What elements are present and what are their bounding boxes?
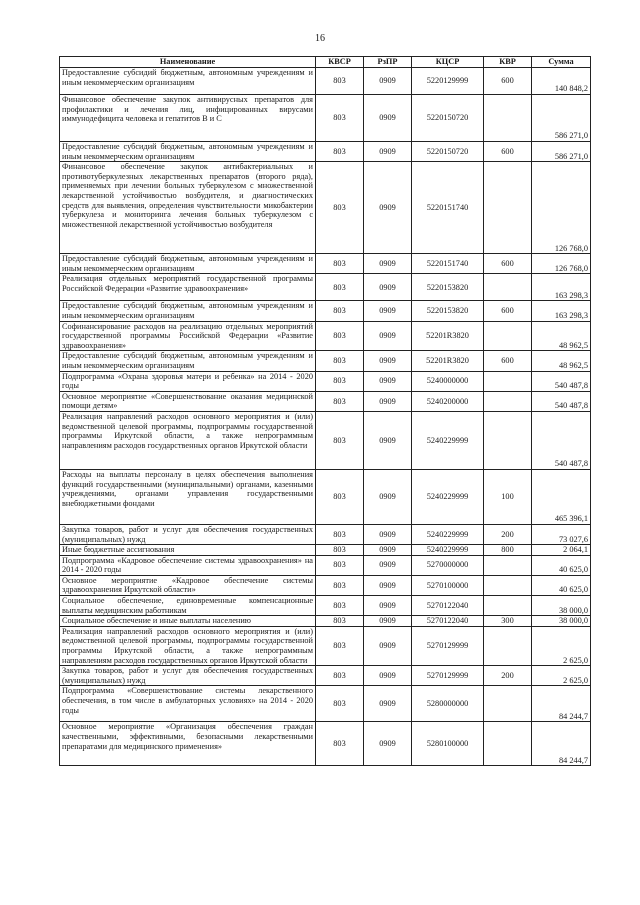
cell-rzpr: 0909 <box>364 616 412 627</box>
cell-name: Предоставление субсидий бюджетным, автономным учреждениям и иным некоммерческим организациям <box>60 68 316 95</box>
cell-name: Предоставление субсидий бюджетным, автономным учреждениям и иным некоммерческим организациям <box>60 351 316 371</box>
cell-kcsr: 5270100000 <box>412 575 484 595</box>
cell-rzpr: 0909 <box>364 545 412 556</box>
cell-kvsr: 803 <box>316 545 364 556</box>
cell-rzpr: 0909 <box>364 391 412 411</box>
cell-kcsr: 5270129999 <box>412 666 484 686</box>
column-header-kvr: КВР <box>484 57 532 68</box>
cell-kvr <box>484 162 532 254</box>
cell-kcsr: 5240229999 <box>412 469 484 524</box>
cell-name: Подпрограмма «Совершенствование системы лекарственного обеспечения, в том числе в амбулаторных условиях» на 2014 - 2020 годы <box>60 686 316 722</box>
table-row <box>60 626 591 665</box>
cell-kcsr: 5220153820 <box>412 274 484 301</box>
cell-name: Реализация направлений расходов основного мероприятия и (или) ведомственной целевой программы, подпрограммы государственной программы Иркутской области, а также непрограммным направлениям расходов государственных органов Иркутской области <box>60 411 316 469</box>
cell-name: Основное мероприятие «Организация обеспечения граждан качественными, эффективными, безопасными лекарственными препаратами для медицинского применения» <box>60 722 316 766</box>
cell-kcsr: 5220151740 <box>412 254 484 274</box>
cell-sum: 40 625,0 <box>532 555 591 575</box>
cell-name: Финансовое обеспечение закупок антибактериальных и противотуберкулезных лекарственных препаратов (второго ряда), применяемых при лечении больных туберкулезом с множественной лекарственной устойчивостью возбудителя, и диагностических средств для выявления, определения чувствительности микобактерии туберкулеза и мониторинга лечения больных туберкулезом с множественной лекарственной устойчивостью возбудителя <box>60 162 316 254</box>
cell-kvsr: 803 <box>316 351 364 371</box>
cell-rzpr: 0909 <box>364 686 412 722</box>
cell-kcsr: 5220150720 <box>412 95 484 142</box>
cell-kcsr: 5270000000 <box>412 555 484 575</box>
table-row <box>60 469 591 524</box>
cell-rzpr: 0909 <box>364 626 412 665</box>
cell-kvsr: 803 <box>316 162 364 254</box>
cell-name: Закупка товаров, работ и услуг для обеспечения государственных (муниципальных) нужд <box>60 524 316 544</box>
cell-name: Социальное обеспечение, единовременные компенсационные выплаты медицинским работникам <box>60 596 316 616</box>
cell-name: Социальное обеспечение и иные выплаты населению <box>60 616 316 627</box>
cell-kvsr: 803 <box>316 686 364 722</box>
cell-name: Финансовое обеспечение закупок антивирусных препаратов для профилактики и лечения лиц, инфицированных вирусами иммунодефицита человека и гепатитов B и C <box>60 95 316 142</box>
table-row <box>60 301 591 321</box>
cell-name: Предоставление субсидий бюджетным, автономным учреждениям и иным некоммерческим организациям <box>60 142 316 162</box>
cell-rzpr: 0909 <box>364 596 412 616</box>
cell-kcsr: 5240229999 <box>412 411 484 469</box>
cell-sum: 163 298,3 <box>532 274 591 301</box>
cell-kcsr: 52201R3820 <box>412 321 484 351</box>
cell-name: Иные бюджетные ассигнования <box>60 545 316 556</box>
cell-sum: 84 244,7 <box>532 686 591 722</box>
cell-kvsr: 803 <box>316 321 364 351</box>
table-row <box>60 95 591 142</box>
cell-kvr <box>484 596 532 616</box>
cell-rzpr: 0909 <box>364 555 412 575</box>
cell-kvsr: 803 <box>316 722 364 766</box>
cell-kvr: 600 <box>484 301 532 321</box>
table-row <box>60 371 591 391</box>
cell-kvr: 100 <box>484 469 532 524</box>
cell-kvr <box>484 555 532 575</box>
cell-name: Подпрограмма «Кадровое обеспечение системы здравоохранения» на 2014 - 2020 годы <box>60 555 316 575</box>
cell-kvsr: 803 <box>316 555 364 575</box>
cell-sum: 540 487,8 <box>532 371 591 391</box>
cell-kvsr: 803 <box>316 596 364 616</box>
cell-kcsr: 5220151740 <box>412 162 484 254</box>
cell-kcsr: 5240000000 <box>412 371 484 391</box>
cell-rzpr: 0909 <box>364 95 412 142</box>
cell-kcsr: 5270129999 <box>412 626 484 665</box>
cell-kvsr: 803 <box>316 68 364 95</box>
cell-sum: 163 298,3 <box>532 301 591 321</box>
table-row <box>60 596 591 616</box>
cell-kvsr: 803 <box>316 575 364 595</box>
column-header-name: Наименование <box>60 57 316 68</box>
cell-kvr <box>484 391 532 411</box>
cell-sum: 586 271,0 <box>532 95 591 142</box>
cell-sum: 126 768,0 <box>532 162 591 254</box>
cell-kcsr: 5220129999 <box>412 68 484 95</box>
cell-kvr: 200 <box>484 666 532 686</box>
cell-name: Реализация направлений расходов основного мероприятия и (или) ведомственной целевой программы, подпрограммы государственной программы Иркутской области, а также непрограммным направлениям расходов государственных органов Иркутской области <box>60 626 316 665</box>
cell-kcsr: 5240200000 <box>412 391 484 411</box>
column-header-kvsr: КВСР <box>316 57 364 68</box>
cell-kvr <box>484 95 532 142</box>
table-row <box>60 274 591 301</box>
cell-name: Подпрограмма «Охрана здоровья матери и ребенка» на 2014 - 2020 годы <box>60 371 316 391</box>
column-header-sum: Сумма <box>532 57 591 68</box>
column-header-kcsr: КЦСР <box>412 57 484 68</box>
cell-kvr: 600 <box>484 142 532 162</box>
cell-kcsr: 52201R3820 <box>412 351 484 371</box>
cell-kcsr: 5270122040 <box>412 616 484 627</box>
cell-kcsr: 5240229999 <box>412 524 484 544</box>
cell-rzpr: 0909 <box>364 371 412 391</box>
page-number: 16 <box>315 33 325 44</box>
cell-kvr: 200 <box>484 524 532 544</box>
cell-name: Предоставление субсидий бюджетным, автономным учреждениям и иным некоммерческим организациям <box>60 301 316 321</box>
cell-rzpr: 0909 <box>364 301 412 321</box>
column-header-rzpr: РзПР <box>364 57 412 68</box>
table-row <box>60 142 591 162</box>
cell-sum: 140 848,2 <box>532 68 591 95</box>
table-row <box>60 545 591 556</box>
cell-sum: 73 027,6 <box>532 524 591 544</box>
cell-rzpr: 0909 <box>364 666 412 686</box>
cell-kvsr: 803 <box>316 616 364 627</box>
cell-sum: 40 625,0 <box>532 575 591 595</box>
cell-rzpr: 0909 <box>364 524 412 544</box>
cell-kvsr: 803 <box>316 391 364 411</box>
cell-kvsr: 803 <box>316 274 364 301</box>
cell-kvsr: 803 <box>316 95 364 142</box>
budget-table <box>59 56 591 766</box>
table-row <box>60 686 591 722</box>
cell-kvr: 600 <box>484 68 532 95</box>
cell-kvr: 800 <box>484 545 532 556</box>
cell-sum: 540 487,8 <box>532 391 591 411</box>
cell-rzpr: 0909 <box>364 162 412 254</box>
cell-kvr <box>484 686 532 722</box>
cell-name: Основное мероприятие «Кадровое обеспечение системы здравоохранения Иркутской области» <box>60 575 316 595</box>
cell-kvr: 600 <box>484 351 532 371</box>
table-row <box>60 555 591 575</box>
cell-sum: 48 962,5 <box>532 351 591 371</box>
table-row <box>60 616 591 627</box>
table-row <box>60 524 591 544</box>
cell-kvsr: 803 <box>316 371 364 391</box>
cell-rzpr: 0909 <box>364 575 412 595</box>
cell-rzpr: 0909 <box>364 469 412 524</box>
cell-kvr <box>484 371 532 391</box>
cell-kvsr: 803 <box>316 301 364 321</box>
cell-sum: 540 487,8 <box>532 411 591 469</box>
cell-kvsr: 803 <box>316 626 364 665</box>
table-row <box>60 321 591 351</box>
cell-sum: 2 064,1 <box>532 545 591 556</box>
cell-sum: 2 625,0 <box>532 666 591 686</box>
cell-name: Реализация отдельных мероприятий государственной программы Российской Федерации «Развитие здравоохранения» <box>60 274 316 301</box>
table-row <box>60 666 591 686</box>
cell-kvsr: 803 <box>316 411 364 469</box>
cell-kcsr: 5280100000 <box>412 722 484 766</box>
cell-sum: 84 244,7 <box>532 722 591 766</box>
cell-rzpr: 0909 <box>364 351 412 371</box>
cell-kvsr: 803 <box>316 524 364 544</box>
table-row <box>60 351 591 371</box>
cell-sum: 48 962,5 <box>532 321 591 351</box>
cell-kvr <box>484 575 532 595</box>
cell-rzpr: 0909 <box>364 321 412 351</box>
cell-kvr: 600 <box>484 254 532 274</box>
cell-kvr <box>484 274 532 301</box>
cell-kvr: 300 <box>484 616 532 627</box>
cell-kvr <box>484 626 532 665</box>
cell-kvr <box>484 411 532 469</box>
cell-kcsr: 5220150720 <box>412 142 484 162</box>
cell-name: Софинансирование расходов на реализацию отдельных мероприятий государственной программы Российской Федерации «Развитие здравоохранения» <box>60 321 316 351</box>
table-row <box>60 575 591 595</box>
cell-kvsr: 803 <box>316 666 364 686</box>
cell-sum: 38 000,0 <box>532 596 591 616</box>
table-row <box>60 411 591 469</box>
cell-name: Основное мероприятие «Совершенствование оказания медицинской помощи детям» <box>60 391 316 411</box>
cell-kcsr: 5280000000 <box>412 686 484 722</box>
cell-name: Расходы на выплаты персоналу в целях обеспечения выполнения функций государственными (муниципальными) органами, казенными учреждениями, органами управления государственными внебюджетными фондами <box>60 469 316 524</box>
table-header-row <box>60 57 591 68</box>
cell-rzpr: 0909 <box>364 142 412 162</box>
cell-kvr <box>484 722 532 766</box>
cell-kvsr: 803 <box>316 469 364 524</box>
cell-rzpr: 0909 <box>364 254 412 274</box>
cell-kvr <box>484 321 532 351</box>
cell-rzpr: 0909 <box>364 68 412 95</box>
cell-kcsr: 5220153820 <box>412 301 484 321</box>
cell-sum: 2 625,0 <box>532 626 591 665</box>
cell-kcsr: 5270122040 <box>412 596 484 616</box>
cell-sum: 126 768,0 <box>532 254 591 274</box>
table-row <box>60 254 591 274</box>
cell-name: Предоставление субсидий бюджетным, автономным учреждениям и иным некоммерческим организациям <box>60 254 316 274</box>
cell-kcsr: 5240229999 <box>412 545 484 556</box>
cell-sum: 38 000,0 <box>532 616 591 627</box>
table-row <box>60 722 591 766</box>
cell-kvsr: 803 <box>316 142 364 162</box>
cell-kvsr: 803 <box>316 254 364 274</box>
cell-rzpr: 0909 <box>364 411 412 469</box>
cell-sum: 586 271,0 <box>532 142 591 162</box>
table-row <box>60 391 591 411</box>
cell-name: Закупка товаров, работ и услуг для обеспечения государственных (муниципальных) нужд <box>60 666 316 686</box>
cell-rzpr: 0909 <box>364 722 412 766</box>
cell-sum: 465 396,1 <box>532 469 591 524</box>
table-row <box>60 68 591 95</box>
table-row <box>60 162 591 254</box>
cell-rzpr: 0909 <box>364 274 412 301</box>
